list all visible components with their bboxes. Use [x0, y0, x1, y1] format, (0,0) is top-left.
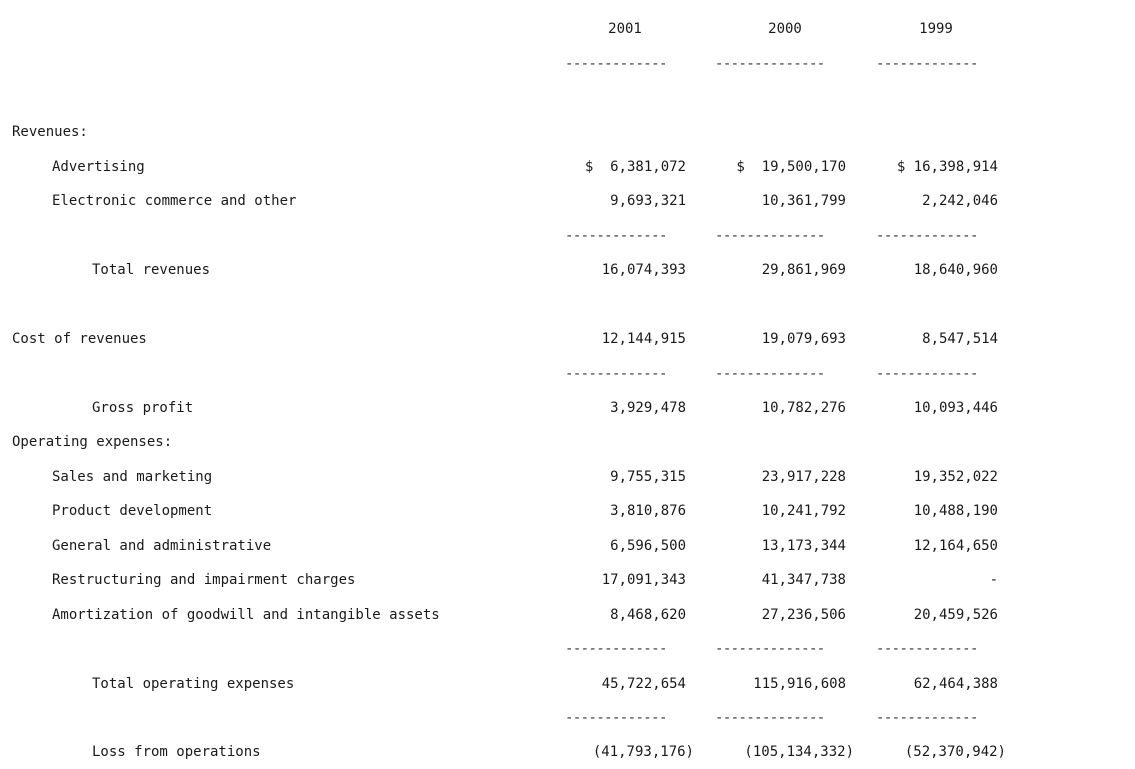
operating-expenses-heading: Operating expenses:	[12, 434, 173, 450]
table-row	[0, 157, 1135, 177]
operating-expenses-heading-row	[0, 432, 1135, 452]
separator-row	[0, 54, 1135, 74]
revenues-heading-row	[0, 122, 1135, 142]
table-row	[0, 398, 1135, 418]
separator-row	[0, 639, 1135, 659]
separator: -------------	[876, 366, 978, 382]
value-2001: $ 6,381,072	[584, 159, 686, 175]
separator: --------------	[715, 56, 825, 72]
row-label-loss-from-operations: Loss from operations	[92, 744, 261, 760]
row-label-ecommerce: Electronic commerce and other	[52, 193, 297, 209]
value-2001: (41,793,176)	[592, 744, 694, 760]
value-2000: 23,917,228	[761, 469, 846, 485]
table-row	[0, 467, 1135, 487]
separator-row	[0, 708, 1135, 728]
revenues-heading: Revenues:	[12, 124, 88, 140]
value-1999: -	[989, 572, 998, 588]
value-2000: 10,361,799	[761, 193, 846, 209]
separator: -------------	[565, 641, 667, 657]
table-row	[0, 191, 1135, 211]
row-label-gross-profit: Gross profit	[92, 400, 194, 416]
year-header-2000: 2000	[768, 21, 802, 37]
separator: -------------	[876, 228, 978, 244]
row-label-amortization: Amortization of goodwill and intangible assets	[52, 607, 440, 623]
row-label-cost-of-revenues: Cost of revenues	[12, 331, 147, 347]
table-row	[0, 260, 1135, 280]
separator: -------------	[876, 641, 978, 657]
separator: -------------	[565, 228, 667, 244]
separator-row	[0, 226, 1135, 246]
value-2001: 9,693,321	[610, 193, 686, 209]
row-label-advertising: Advertising	[52, 159, 145, 175]
value-2000: 13,173,344	[761, 538, 846, 554]
value-2000: (105,134,332)	[744, 744, 854, 760]
value-2000: 41,347,738	[761, 572, 846, 588]
separator: -------------	[876, 710, 978, 726]
value-2001: 3,810,876	[610, 503, 686, 519]
value-1999: 19,352,022	[913, 469, 998, 485]
value-2000: 29,861,969	[761, 262, 846, 278]
value-2000: 10,241,792	[761, 503, 846, 519]
value-1999: (52,370,942)	[904, 744, 1006, 760]
value-2001: 8,468,620	[610, 607, 686, 623]
row-label-total-operating-expenses: Total operating expenses	[92, 676, 295, 692]
value-2000: 10,782,276	[761, 400, 846, 416]
row-label-total-revenues: Total revenues	[92, 262, 211, 278]
value-1999: 10,488,190	[913, 503, 998, 519]
table-row	[0, 605, 1135, 625]
value-1999: 2,242,046	[922, 193, 998, 209]
table-row	[0, 674, 1135, 694]
value-2001: 3,929,478	[610, 400, 686, 416]
value-2001: 17,091,343	[601, 572, 686, 588]
value-2000: 19,079,693	[761, 331, 846, 347]
row-label-sales-marketing: Sales and marketing	[52, 469, 213, 485]
value-2001: 9,755,315	[610, 469, 686, 485]
year-header-2001: 2001	[608, 21, 642, 37]
value-1999: 20,459,526	[913, 607, 998, 623]
separator: -------------	[565, 366, 667, 382]
value-2000: $ 19,500,170	[736, 159, 846, 175]
table-row	[0, 501, 1135, 521]
table-row	[0, 329, 1135, 349]
value-1999: 62,464,388	[913, 676, 998, 692]
separator: -------------	[565, 56, 667, 72]
value-2001: 16,074,393	[601, 262, 686, 278]
separator: --------------	[715, 641, 825, 657]
year-header-1999: 1999	[919, 21, 953, 37]
value-2000: 115,916,608	[753, 676, 846, 692]
value-2001: 6,596,500	[610, 538, 686, 554]
value-1999: 10,093,446	[913, 400, 998, 416]
separator: --------------	[715, 366, 825, 382]
row-label-general-admin: General and administrative	[52, 538, 272, 554]
value-1999: 18,640,960	[913, 262, 998, 278]
value-2001: 45,722,654	[601, 676, 686, 692]
value-1999: 12,164,650	[913, 538, 998, 554]
separator: -------------	[876, 56, 978, 72]
separator: -------------	[565, 710, 667, 726]
table-row	[0, 570, 1135, 590]
separator: --------------	[715, 710, 825, 726]
value-1999: 8,547,514	[922, 331, 998, 347]
row-label-product-development: Product development	[52, 503, 213, 519]
value-1999: $ 16,398,914	[896, 159, 998, 175]
separator-row	[0, 364, 1135, 384]
value-2000: 27,236,506	[761, 607, 846, 623]
value-2001: 12,144,915	[601, 331, 686, 347]
row-label-restructuring: Restructuring and impairment charges	[52, 572, 356, 588]
year-header-row	[0, 19, 1135, 39]
table-row	[0, 536, 1135, 556]
separator: --------------	[715, 228, 825, 244]
table-row	[0, 742, 1135, 762]
